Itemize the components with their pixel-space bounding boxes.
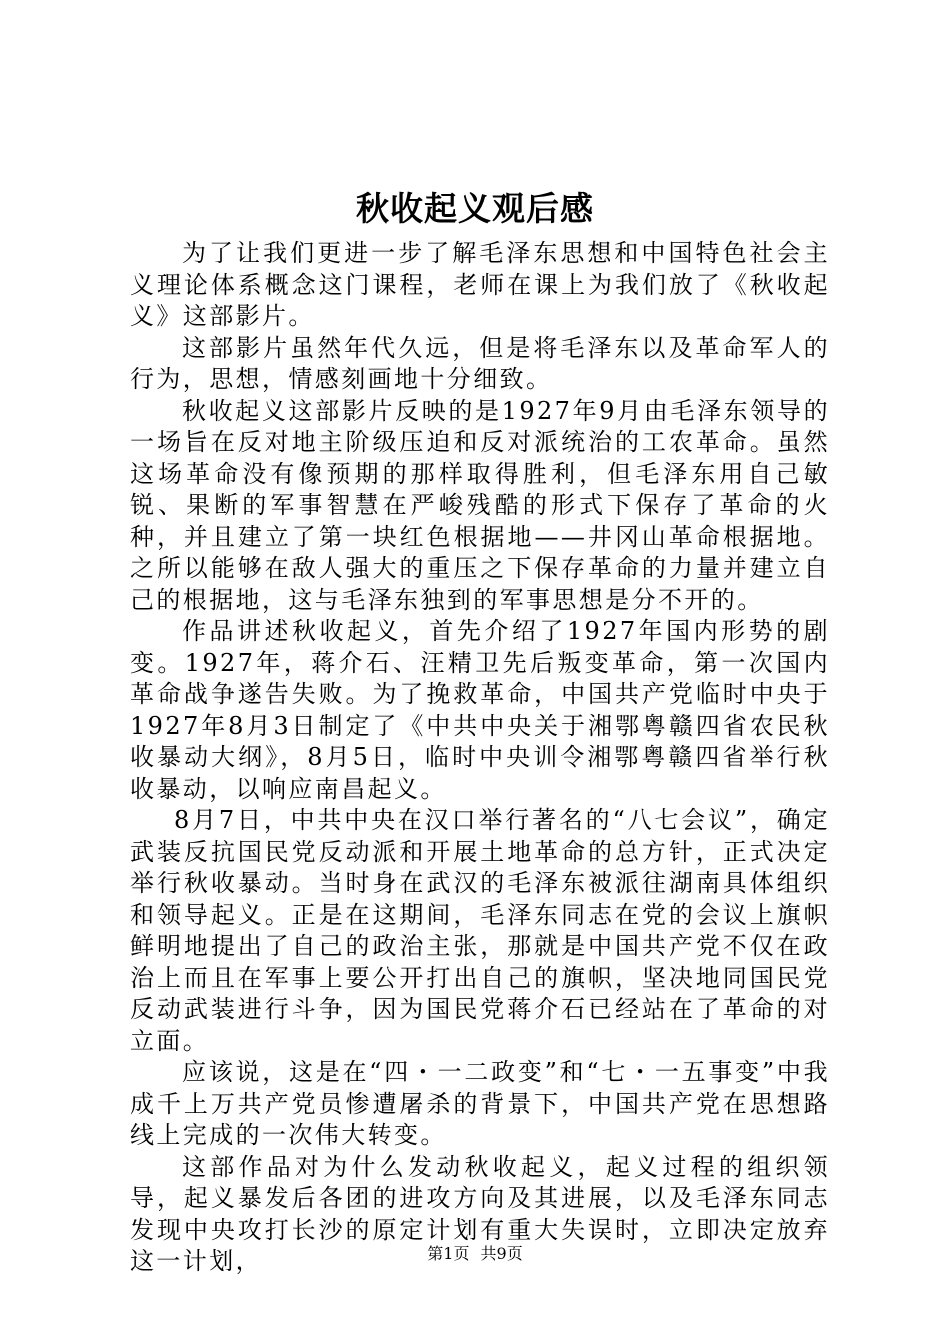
paragraph-3: 秋收起义这部影片反映的是1927年9月由毛泽东领导的一场旨在反对地主阶级压迫和反对派统治的工农革命。虽然这场革命没有像预期的那样取得胜利，但毛泽东用自己敏锐、果断的军事智慧在严峻残酷的形式下保存了革命的火种，并且建立了第一块红色根据地——井冈山革命根据地。之所以能够在敌人强大的重压之下保存革命的力量并建立自己的根据地，这与毛泽东独到的军事思想是分不开的。 [130,396,830,614]
page-total: 共9页 [480,1244,523,1263]
page-footer [0,1244,950,1264]
paragraph-6: 应该说，这是在“四・一二政变”和“七・一五事变”中我成千上万共产党员惨遭屠杀的背景下，中国共产党在思想路线上完成的一次伟大转变。 [130,1058,830,1149]
document-body [130,238,830,1278]
paragraph-7: 这部作品对为什么发动秋收起义，起义过程的组织领导，起义暴发后各团的进攻方向及其进展，以及毛泽东同志发现中央攻打长沙的原定计划有重大失误时，立即决定放弃这一计划， [130,1152,830,1275]
paragraph-2: 这部影片虽然年代久远，但是将毛泽东以及革命军人的行为，思想，情感刻画地十分细致。 [130,333,830,393]
paragraph-5: 8月7日，中共中央在汉口举行著名的“八七会议”，确定武装反抗国民党反动派和开展土地革命的总方针，正式决定举行秋收暴动。当时身在武汉的毛泽东被派往湖南具体组织和领导起义。正是在这期间，毛泽东同志在党的会议上旗帜鲜明地提出了自己的政治主张，那就是中国共产党不仅在政治上而且在军事上要公开打出自己的旗帜，坚决地同国民党反动武装进行斗争，因为国民党蒋介石已经站在了革命的对立面。 [130,806,830,1055]
paragraph-1: 为了让我们更进一步了解毛泽东思想和中国特色社会主义理论体系概念这门课程，老师在课上为我们放了《秋收起义》这部影片。 [130,239,830,330]
page-title: 秋收起义观后感 [356,189,594,228]
page-number: 第1页 [427,1244,470,1263]
paragraph-4: 作品讲述秋收起义，首先介绍了1927年国内形势的剧变。1927年，蒋介石、汪精卫先后叛变革命，第一次国内革命战争遂告失败。为了挽救革命，中国共产党临时中央于1927年8月3日制定了《中共中央关于湘鄂粤赣四省农民秋收暴动大纲》，8月5日，临时中央训令湘鄂粤赣四省举行秋收暴动，以响应南昌起义。 [130,617,830,803]
